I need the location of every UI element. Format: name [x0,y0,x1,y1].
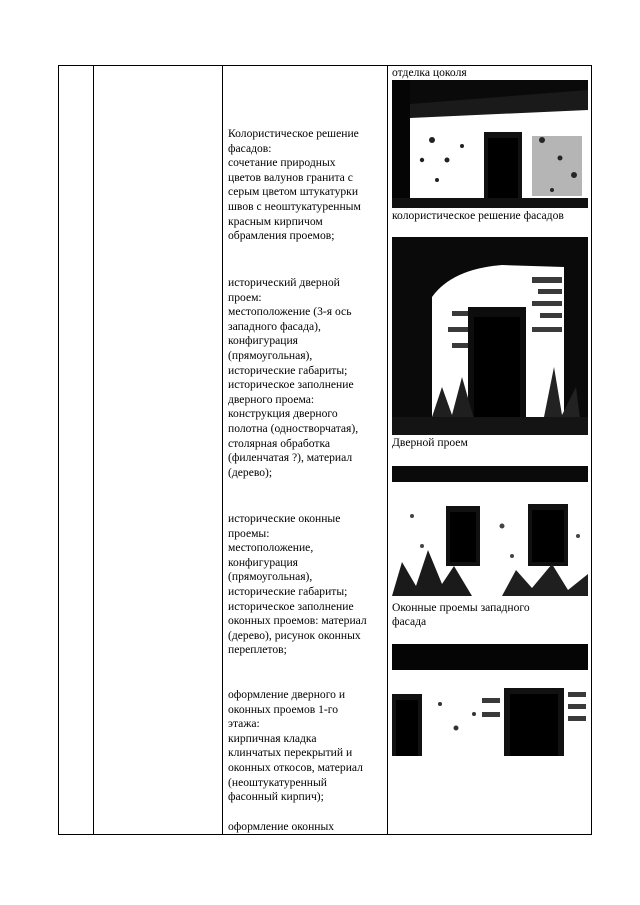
door-photo-image [392,237,588,435]
historic-door-opening-text [228,276,383,480]
text-line: проемы: [228,526,270,540]
facade-photo-image [392,80,588,208]
text-line: оформление дверного и [228,688,346,701]
text-line: оконных проемов: материал [228,614,367,628]
text-line: историческое заполнение [228,378,354,392]
door-caption: Дверной проем [392,436,468,449]
windows-caption-line: фасада [392,615,427,628]
door-opening-photo [392,237,588,435]
openings-framing-text [228,688,383,805]
windows-caption-line: Оконные проемы западного [392,601,530,614]
facade-coloristic-photo [392,80,588,208]
text-line: швов с неоштукатуренным [228,199,361,213]
text-line: красным кирпичом [228,214,323,228]
text-line: (дерево), рисунок оконных [228,628,361,642]
openings-photo-image [392,644,588,756]
text-line: сочетание природных [228,156,336,170]
text-line: переплетов; [228,643,287,657]
table-column-divider [387,65,388,835]
text-line: оконных откосов, материал [228,760,363,774]
text-line: фасадов: [228,141,272,155]
text-line: западного фасада), [228,319,321,333]
text-line: (филенчатая ?), материал [228,451,353,465]
historic-window-openings-text [228,512,383,658]
text-line: исторические оконные [228,512,341,525]
text-line: этажа: [228,717,260,731]
text-line: серым цветом штукатурки [228,185,359,199]
table-column-divider [58,65,59,835]
text-line: полотна (одностворчатая), [228,421,359,435]
text-line: (прямоугольная), [228,570,313,584]
text-line: местоположение, [228,541,314,555]
text-line: (прямоугольная), [228,348,313,362]
west-facade-windows-photo [392,466,588,596]
text-line: цветов валунов гранита с [228,170,353,184]
window-framing-text [228,820,383,835]
text-line: историческое заполнение [228,599,354,613]
text-line: дверного проема: [228,392,315,406]
text-line: (дерево); [228,465,273,479]
text-line: (неоштукатуренный [228,775,328,789]
text-line: оконных проемов 1-го [228,702,339,716]
windows-photo-image [392,466,588,596]
plinth-caption: отделка цоколя [392,66,467,79]
text-line: клинчатых перекрытий и [228,746,353,760]
text-line: обрамления проемов; [228,229,335,243]
text-line: кирпичная кладка [228,731,317,745]
text-line: исторический дверной [228,276,340,289]
first-floor-openings-photo [392,644,588,756]
table-column-divider [222,65,223,835]
text-line: исторические габариты; [228,363,348,377]
text-line: конструкция дверного [228,407,338,421]
text-line: оформление оконных [228,820,335,833]
table-column-divider [93,65,94,835]
text-line: местоположение (3-я ось [228,305,352,319]
text-line: проем: [228,290,262,304]
coloristic-caption: колористическое решение фасадов [392,209,564,222]
text-line: Колористическое решение [228,127,359,140]
text-line: столярная обработка [228,436,331,450]
coloristic-solution-text [228,127,383,244]
text-line: исторические габариты; [228,584,348,598]
table-column-divider [591,65,592,835]
text-line: конфигурация [228,334,298,348]
text-line: конфигурация [228,555,298,569]
text-line: фасонный кирпич); [228,790,324,804]
